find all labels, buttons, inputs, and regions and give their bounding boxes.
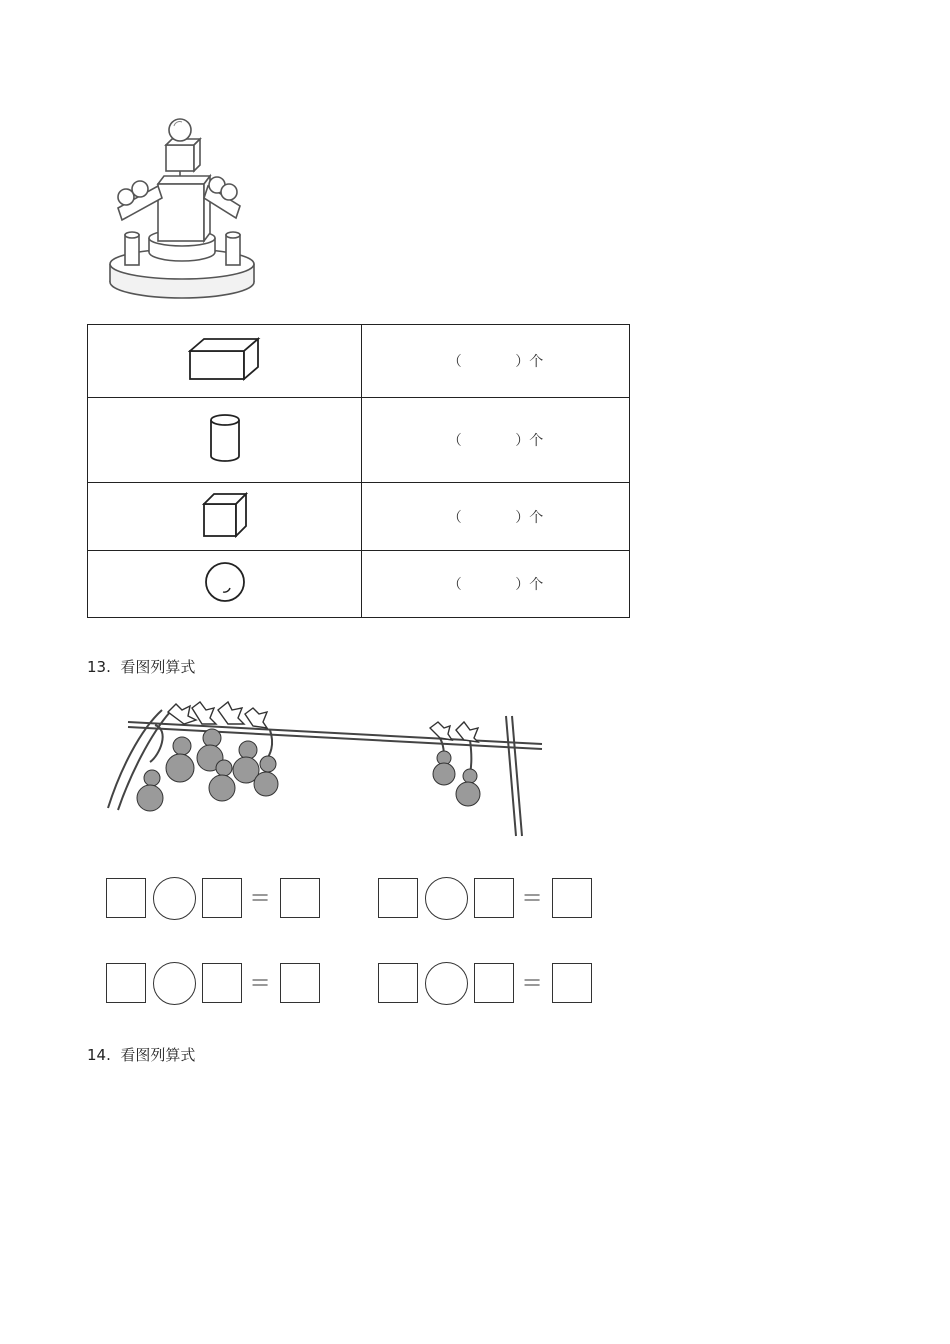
operator-circle[interactable]	[425, 962, 468, 1005]
equation-row	[378, 962, 598, 1006]
equation-row	[106, 877, 326, 921]
equals-sign: =	[522, 968, 543, 996]
cuboid-icon	[188, 337, 262, 381]
result-box[interactable]	[280, 963, 320, 1003]
gourd	[137, 770, 163, 811]
answer-cell[interactable]	[362, 398, 630, 483]
shape-count-table	[87, 324, 630, 618]
answer-cell[interactable]	[362, 325, 630, 398]
number-box[interactable]	[378, 878, 418, 918]
number-box[interactable]	[106, 878, 146, 918]
gourd	[233, 741, 259, 783]
cuboid-cell	[88, 325, 362, 398]
cube-cell	[88, 483, 362, 551]
sphere-icon	[204, 561, 246, 603]
gourd	[433, 751, 455, 785]
question-13-label: 13. 看图列算式	[87, 658, 196, 676]
cylinder-icon	[208, 412, 242, 464]
number-box[interactable]	[202, 963, 242, 1003]
answer-blank[interactable]: （ ）个	[447, 433, 544, 449]
result-box[interactable]	[552, 963, 592, 1003]
number-box[interactable]	[378, 963, 418, 1003]
table-row	[88, 483, 630, 551]
equation-row	[378, 877, 598, 921]
answer-blank[interactable]: （ ）个	[447, 509, 544, 526]
number-box[interactable]	[474, 963, 514, 1003]
answer-blank[interactable]: （ ）个	[447, 354, 544, 370]
number-box[interactable]	[202, 878, 242, 918]
robot-shapes-figure	[100, 112, 265, 304]
result-box[interactable]	[280, 878, 320, 918]
gourd	[456, 769, 480, 806]
equals-sign: =	[250, 883, 271, 911]
table-row	[88, 398, 630, 483]
gourd	[166, 737, 194, 782]
equals-sign: =	[250, 968, 271, 996]
cylinder-cell	[88, 398, 362, 483]
operator-circle[interactable]	[153, 877, 196, 920]
answer-cell[interactable]	[362, 551, 630, 618]
gourd	[254, 756, 278, 796]
answer-cell[interactable]	[362, 483, 630, 551]
answer-blank[interactable]: （ ）个	[447, 577, 544, 593]
cube-icon	[202, 492, 248, 538]
number-box[interactable]	[474, 878, 514, 918]
table-row	[88, 325, 630, 398]
result-box[interactable]	[552, 878, 592, 918]
operator-circle[interactable]	[153, 962, 196, 1005]
equals-sign: =	[522, 883, 543, 911]
sphere-cell	[88, 551, 362, 618]
question-14-label: 14. 看图列算式	[87, 1046, 196, 1064]
gourd-trellis-figure	[100, 700, 550, 840]
table-row	[88, 551, 630, 618]
number-box[interactable]	[106, 963, 146, 1003]
equation-row	[106, 962, 326, 1006]
operator-circle[interactable]	[425, 877, 468, 920]
